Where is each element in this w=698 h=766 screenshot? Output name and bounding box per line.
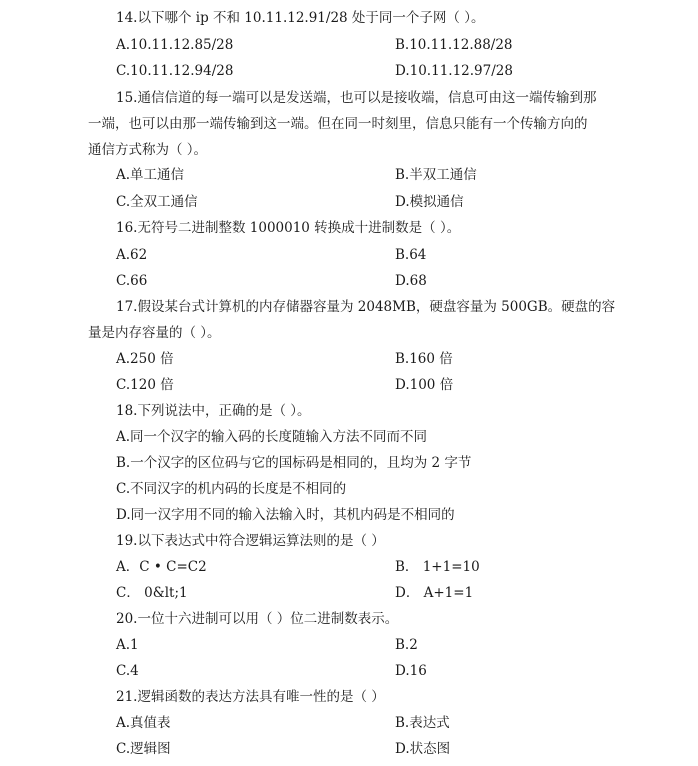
question-stem-continued: 一端，也可以由那一端传输到这一端。但在同一时刻里，信息只能有一个传输方向的 bbox=[88, 116, 588, 132]
option-d: D.同一汉字用不同的输入法输入时，其机内码是不相同的 bbox=[116, 507, 455, 523]
option-b: B.10.11.12.88/28 bbox=[395, 37, 513, 53]
option-c: C.4 bbox=[116, 663, 139, 679]
question-stem-continued: 通信方式称为（ ）。 bbox=[88, 142, 208, 158]
option-a: A.单工通信 bbox=[116, 167, 185, 183]
question-stem: 21.逻辑函数的表达方法具有唯一性的是（ ） bbox=[116, 689, 385, 705]
question-stem: 14.以下哪个 ip 不和 10.11.12.91/28 处于同一个子网（ ）。 bbox=[116, 10, 485, 26]
option-c: C． 0&lt;1 bbox=[116, 585, 188, 601]
question-stem: 16.无符号二进制整数 1000010 转换成十进制数是（ ）。 bbox=[116, 220, 461, 236]
option-a: A．C • C=C2 bbox=[116, 559, 207, 575]
option-c: C.逻辑图 bbox=[116, 741, 171, 757]
option-b: B.64 bbox=[395, 247, 427, 263]
option-a: A.1 bbox=[116, 637, 139, 653]
option-d: D.16 bbox=[395, 663, 427, 679]
question-stem: 15.通信信道的每一端可以是发送端，也可以是接收端，信息可由这一端传输到那 bbox=[116, 90, 597, 106]
option-c: C.全双工通信 bbox=[116, 194, 198, 210]
option-a: A.真值表 bbox=[116, 715, 171, 731]
option-a: A.250 倍 bbox=[116, 351, 174, 367]
option-c: C.不同汉字的机内码的长度是不相同的 bbox=[116, 481, 347, 497]
option-b: B． 1+1=10 bbox=[395, 559, 480, 575]
option-b: B.半双工通信 bbox=[395, 167, 477, 183]
question-stem: 20.一位十六进制可以用（ ）位二进制数表示。 bbox=[116, 611, 399, 627]
option-c: C.120 倍 bbox=[116, 377, 174, 393]
option-c: C.66 bbox=[116, 273, 148, 289]
option-a: A.62 bbox=[116, 247, 148, 263]
option-d: D.68 bbox=[395, 273, 427, 289]
option-b: B.160 倍 bbox=[395, 351, 453, 367]
option-d: D.100 倍 bbox=[395, 377, 454, 393]
option-d: D.模拟通信 bbox=[395, 194, 464, 210]
question-stem: 19.以下表达式中符合逻辑运算法则的是（ ） bbox=[116, 533, 385, 549]
option-a: A.同一个汉字的输入码的长度随输入方法不同而不同 bbox=[116, 429, 428, 445]
option-d: D.状态图 bbox=[395, 741, 451, 757]
question-stem: 17.假设某台式计算机的内存储器容量为 2048MB，硬盘容量为 500GB。硬盘的容 bbox=[116, 299, 616, 315]
option-d: D． A+1=1 bbox=[395, 585, 474, 601]
question-stem-continued: 量是内存容量的（ ）。 bbox=[88, 325, 221, 341]
option-b: B.2 bbox=[395, 637, 418, 653]
option-b: B.一个汉字的区位码与它的国标码是相同的，且均为 2 字节 bbox=[116, 455, 472, 471]
question-stem: 18.下列说法中，正确的是（ ）。 bbox=[116, 403, 311, 419]
option-b: B.表达式 bbox=[395, 715, 450, 731]
option-a: A.10.11.12.85/28 bbox=[116, 37, 234, 53]
option-d: D.10.11.12.97/28 bbox=[395, 63, 513, 79]
option-c: C.10.11.12.94/28 bbox=[116, 63, 234, 79]
